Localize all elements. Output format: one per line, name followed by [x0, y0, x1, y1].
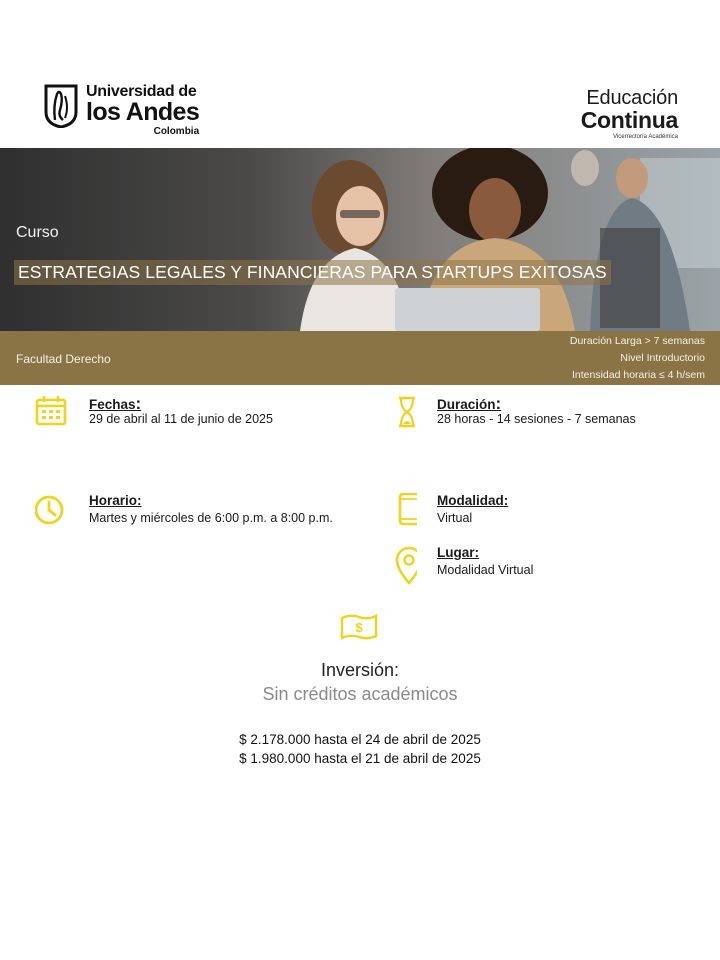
- price-line: $ 2.178.000 hasta el 24 de abril de 2025: [239, 732, 481, 747]
- banner-info-bar: [0, 331, 720, 385]
- lugar-value: Modalidad Virtual: [437, 563, 534, 577]
- fechas-value: 29 de abril al 11 de junio de 2025: [89, 412, 273, 426]
- course-banner: [0, 148, 720, 385]
- brand-line3: Vicerrectoría Académica: [613, 134, 678, 140]
- course-type-label: Curso: [16, 224, 59, 241]
- meta-intensity: Intensidad horaria ≤ 4 h/sem: [571, 369, 705, 381]
- price-line: $ 1.980.000 hasta el 21 de abril de 2025: [239, 751, 481, 766]
- modalidad-label: Modalidad:: [437, 493, 509, 508]
- course-title: ESTRATEGIAS LEGALES Y FINANCIERAS PARA STARTUPS EXITOSAS: [14, 260, 611, 285]
- university-seal-icon: [43, 84, 79, 128]
- page-header: [0, 0, 720, 148]
- modalidad-value: Virtual: [437, 511, 473, 525]
- duracion-value: 28 horas - 14 sesiones - 7 semanas: [437, 412, 636, 426]
- duracion-label: Duración:: [437, 394, 502, 413]
- educacion-continua-logo: [581, 88, 678, 140]
- investment-title: Inversión:: [320, 660, 400, 680]
- horario-value: Martes y miércoles de 6:00 p.m. a 8:00 p.m.: [89, 511, 333, 525]
- meta-level: Nivel Introductorio: [620, 352, 705, 364]
- brand-line1: Educación: [586, 87, 678, 109]
- fechas-label: Fechas:: [89, 394, 142, 413]
- university-logo: [43, 84, 199, 137]
- svg-text:$: $: [355, 620, 363, 635]
- investment-subtitle: Sin créditos académicos: [262, 684, 458, 704]
- hourglass-icon: [383, 394, 417, 428]
- university-name-line2: los Andes: [86, 98, 200, 126]
- brand-line2: Continua: [580, 107, 678, 133]
- course-meta: [570, 333, 705, 384]
- clock-icon: [35, 493, 69, 527]
- university-name-line1: Universidad de: [86, 83, 197, 100]
- money-bill-icon: [339, 612, 379, 642]
- horario-label: Horario:: [89, 493, 142, 508]
- lugar-label: Lugar:: [437, 545, 480, 560]
- banner-photo: [0, 148, 720, 331]
- university-country: Colombia: [153, 126, 200, 137]
- tablet-icon: [383, 493, 417, 527]
- faculty-label: Facultad Derecho: [16, 352, 111, 366]
- calendar-icon: [35, 394, 69, 428]
- location-pin-icon: [383, 545, 417, 585]
- meta-duration: Duración Larga > 7 semanas: [569, 335, 705, 347]
